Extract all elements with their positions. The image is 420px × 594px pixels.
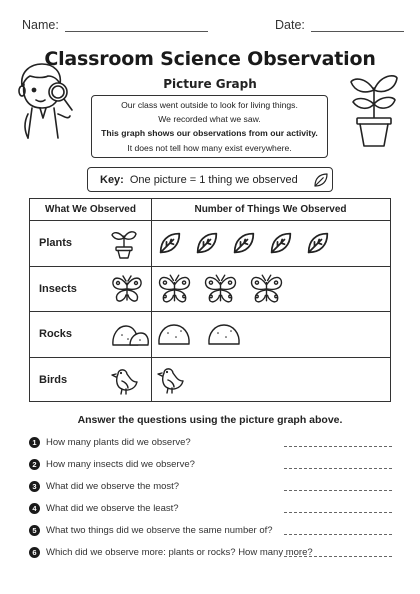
table-row-plants (30, 221, 390, 267)
bird-icon (110, 366, 140, 396)
row-pictures-plants (156, 221, 341, 266)
rock-icon (206, 321, 242, 347)
question-text: How many plants did we observe? (46, 437, 191, 448)
butterfly-icon (248, 272, 285, 306)
leaf-icon (304, 229, 332, 257)
row-label-rocks: Rocks (39, 328, 73, 340)
leaf-icon (312, 171, 330, 189)
butterfly-icon (202, 272, 239, 306)
name-line[interactable] (65, 31, 208, 32)
potted-plant-icon (110, 227, 138, 259)
table-row-insects (30, 267, 390, 313)
key-text: One picture = 1 thing we observed (129, 173, 298, 186)
intro-box (91, 95, 328, 158)
answer-line[interactable] (284, 490, 392, 491)
key-label: Key: (100, 173, 124, 186)
question-text: How many insects did we observe? (46, 459, 195, 470)
row-pictures-insects (156, 267, 294, 312)
key-box (87, 167, 333, 192)
row-label-insects: Insects (39, 282, 77, 295)
bird-icon (156, 365, 186, 395)
question-number-badge: 2 (29, 459, 40, 470)
rocks-icon (110, 320, 150, 348)
intro-line-2: We recorded what we saw. (158, 114, 261, 125)
rock-icon (156, 321, 192, 347)
question-number-badge: 3 (29, 481, 40, 492)
leaf-icon (193, 229, 221, 257)
question-item (29, 481, 399, 499)
question-text: Which did we observe more: plants or rocks? How many more? (46, 547, 313, 558)
intro-line-1: Our class went outside to look for living things. (121, 100, 298, 110)
questions-title: Answer the questions using the picture graph above. (77, 414, 343, 426)
question-item (29, 437, 399, 455)
row-label-birds: Birds (39, 373, 68, 386)
column-header-count: Number of Things We Observed (194, 204, 347, 215)
date-label: Date: (275, 18, 305, 32)
answer-line[interactable] (284, 512, 392, 513)
answer-line[interactable] (284, 468, 392, 469)
question-item (29, 503, 399, 521)
intro-line-4: It does not tell how many exist everywhere. (127, 142, 292, 153)
name-label: Name: (22, 18, 59, 32)
table-row-rocks (30, 312, 390, 358)
table-header (30, 199, 390, 221)
question-item (29, 547, 399, 565)
leaf-icon (156, 229, 184, 257)
question-text: What two things did we observe the same number of? (46, 525, 273, 536)
boy-magnifier-illustration (14, 58, 84, 140)
name-field[interactable] (22, 18, 208, 32)
question-text: What did we observe the most? (46, 481, 180, 492)
butterfly-icon (156, 272, 193, 306)
answer-line[interactable] (284, 534, 392, 535)
question-number-badge: 5 (29, 525, 40, 536)
intro-line-3: This graph shows our observations from our activity. (101, 128, 318, 139)
answer-line[interactable] (284, 556, 392, 557)
row-label-plants: Plants (39, 237, 73, 249)
question-number-badge: 1 (29, 437, 40, 448)
page-title: Classroom Science Observation (44, 48, 376, 70)
row-pictures-birds (156, 358, 195, 404)
answer-line[interactable] (284, 446, 392, 447)
question-item (29, 525, 399, 543)
row-pictures-rocks (156, 312, 256, 357)
table-row-birds (30, 358, 390, 404)
page-subtitle: Picture Graph (163, 77, 257, 91)
question-item (29, 459, 399, 477)
date-field[interactable] (275, 18, 404, 32)
butterfly-icon (110, 273, 144, 305)
question-text: What did we observe the least? (46, 503, 179, 514)
question-number-badge: 4 (29, 503, 40, 514)
question-number-badge: 6 (29, 547, 40, 558)
picture-graph-table (29, 198, 391, 402)
leaf-icon (230, 229, 258, 257)
column-header-what: What We Observed (45, 204, 136, 215)
leaf-icon (267, 229, 295, 257)
date-line[interactable] (311, 31, 404, 32)
